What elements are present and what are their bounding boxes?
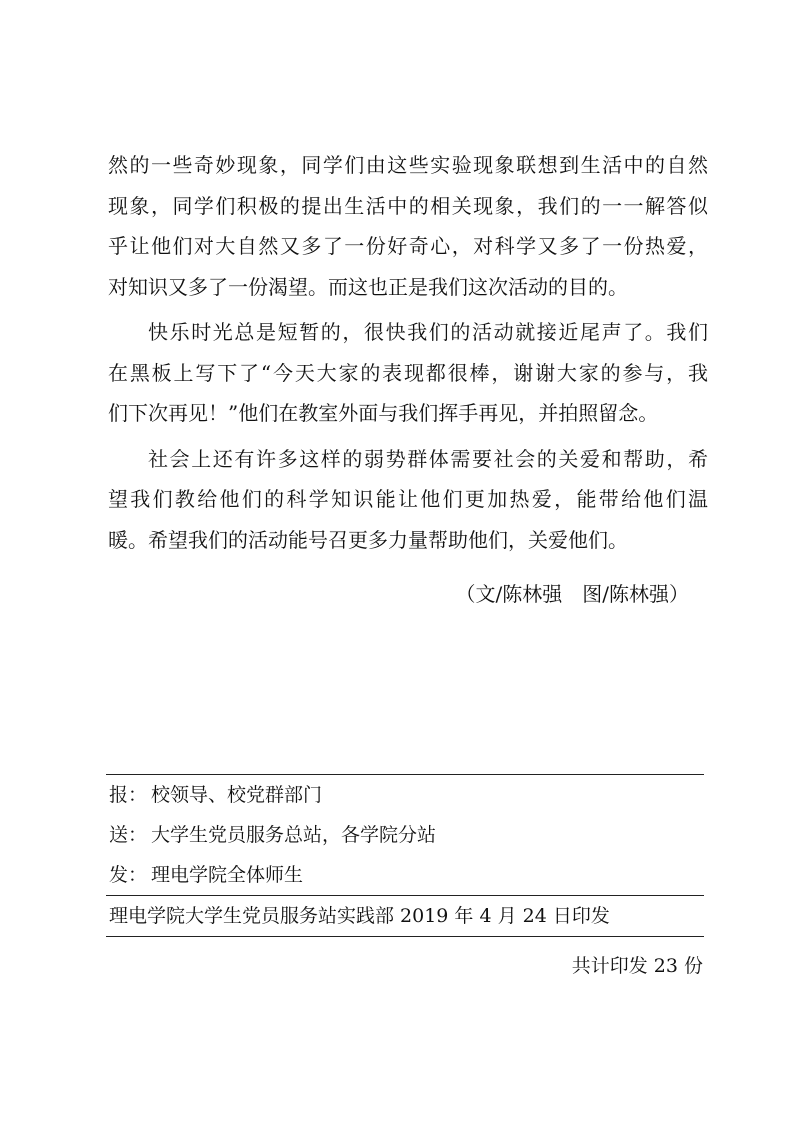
article-paragraph-1 bbox=[108, 145, 708, 307]
distribution-footer bbox=[106, 774, 704, 937]
send-label: 送： bbox=[109, 824, 148, 846]
report-label: 报： bbox=[109, 784, 148, 806]
printer-row: 理电学院大学生党员服务站实践部 2019 年 4 月 24 日印发 bbox=[109, 905, 610, 927]
article-body bbox=[108, 145, 708, 560]
send-value: 大学生党员服务总站，各学院分站 bbox=[151, 824, 437, 846]
text-line: 暖。希望我们的活动能号召更多力量帮助他们，关爱他们。 bbox=[108, 527, 628, 552]
article-paragraph-3 bbox=[108, 439, 708, 561]
text-line: 现象，同学们积极的提出生活中的相关现象，我们的一一解答似 bbox=[108, 193, 708, 218]
text-line: 在黑板上写下了“今天大家的表现都很棒，谢谢大家的参与，我 bbox=[108, 360, 708, 385]
send-to-row bbox=[106, 815, 704, 855]
copies-count: 共计印发 23 份 bbox=[571, 955, 703, 977]
text-line: 社会上还有许多这样的弱势群体需要社会的关爱和帮助，希 bbox=[148, 446, 708, 471]
issue-to-row bbox=[106, 855, 704, 895]
issue-value: 理电学院全体师生 bbox=[151, 864, 304, 886]
text-line: 对知识又多了一份渴望。而这也正是我们这次活动的目的。 bbox=[108, 274, 628, 299]
text-line: 们下次再见！”他们在教室外面与我们挥手再见，并拍照留念。 bbox=[108, 401, 659, 425]
issue-label: 发： bbox=[109, 864, 148, 886]
text-line: 然的一些奇妙现象，同学们由这些实验现象联想到生活中的自然 bbox=[108, 153, 708, 177]
report-to-row bbox=[106, 775, 704, 815]
article-paragraph-2 bbox=[108, 312, 708, 434]
footer-bottom-rule bbox=[106, 936, 704, 937]
article-credit: （文/陈林强 图/陈林强） bbox=[455, 582, 689, 606]
report-value: 校领导、校党群部门 bbox=[151, 784, 323, 806]
text-line: 望我们教给他们的科学知识能让他们更加热爱，能带给他们温 bbox=[108, 487, 708, 511]
text-line: 快乐时光总是短暂的，很快我们的活动就接近尾声了。我们 bbox=[148, 320, 708, 344]
text-line: 乎让他们对大自然又多了一份好奇心，对科学又多了一份热爱， bbox=[108, 234, 708, 258]
